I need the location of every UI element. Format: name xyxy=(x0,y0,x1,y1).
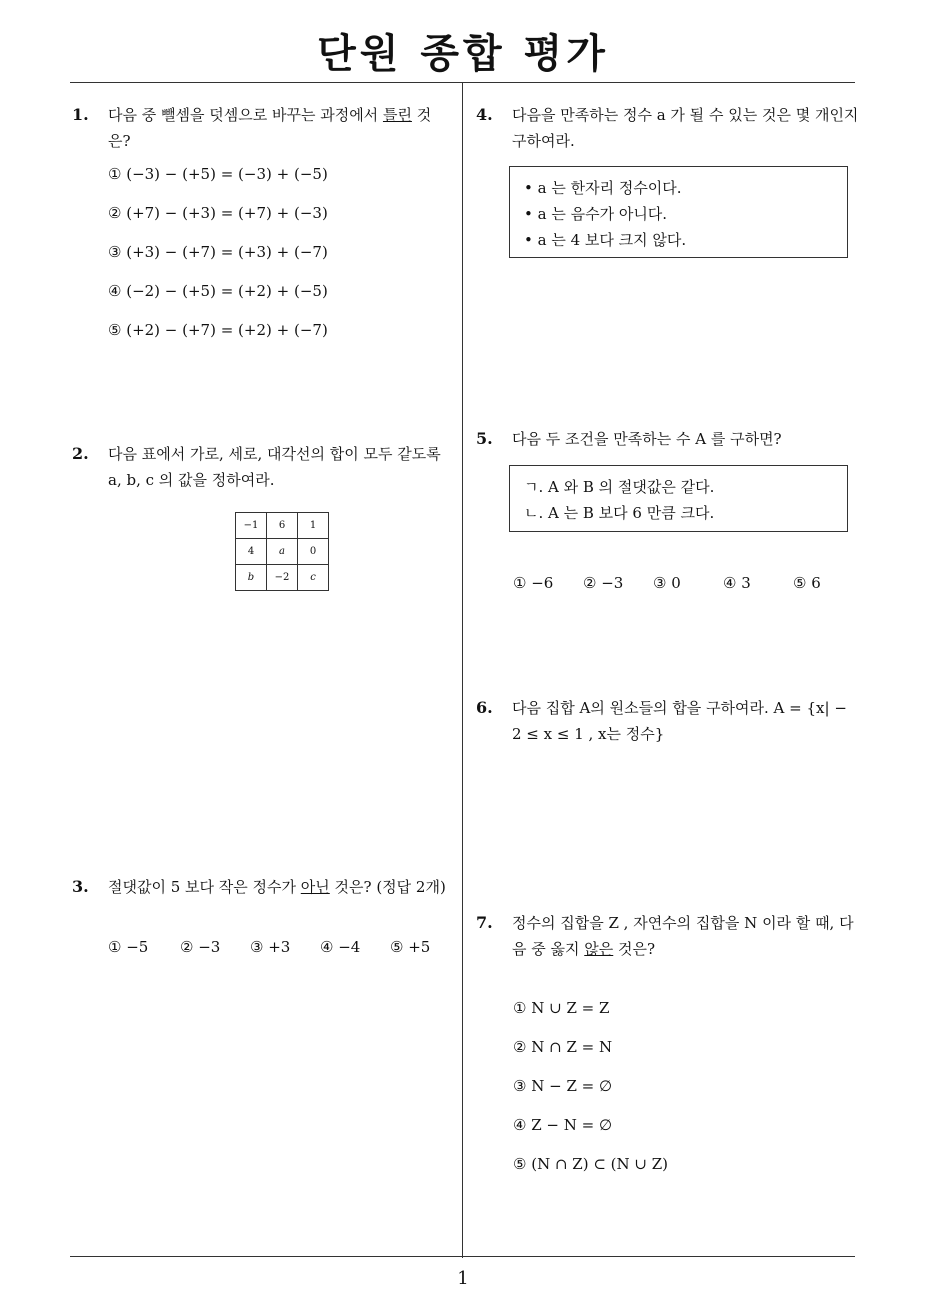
question-text: 다음을 만족하는 정수 a 가 될 수 있는 것은 몇 개인지 구하여라. xyxy=(512,106,859,150)
condition-item: • a 는 4 보다 크지 않다. xyxy=(524,231,687,249)
choice-5[interactable]: ⑤ 6 xyxy=(793,574,821,592)
question-number: 3. xyxy=(72,877,89,896)
choice-5[interactable]: ⑤ (+2) − (+7) = (+2) + (−7) xyxy=(108,321,328,339)
choice-4[interactable]: ④ (−2) − (+5) = (+2) + (−5) xyxy=(108,282,328,300)
question-text: 절댓값이 5 보다 작은 정수가 아닌 것은? (정답 2개) xyxy=(108,878,446,896)
emphasis-underline: 아닌 xyxy=(300,878,330,896)
emphasis-underline: 틀린 xyxy=(382,106,412,124)
table-cell: −1 xyxy=(236,513,267,539)
table-cell: c xyxy=(298,565,329,591)
choice-2[interactable]: ② (+7) − (+3) = (+7) + (−3) xyxy=(108,204,328,222)
choice-3[interactable]: ③ N − Z = ∅ xyxy=(513,1077,613,1095)
choice-1[interactable]: ① N ∪ Z = Z xyxy=(513,999,610,1017)
question-6 xyxy=(476,695,860,747)
choice-3[interactable]: ③ (+3) − (+7) = (+3) + (−7) xyxy=(108,243,328,261)
choice-2[interactable]: ② −3 xyxy=(583,574,624,592)
question-4 xyxy=(476,102,860,154)
page-title: 단원 종합 평가 xyxy=(317,31,609,77)
condition-box xyxy=(509,166,848,258)
choice-4[interactable]: ④ 3 xyxy=(723,574,751,592)
question-text: 다음 중 뺄셈을 덧셈으로 바꾸는 과정에서 틀린 것은? xyxy=(108,106,432,150)
question-text: 다음 집합 A의 원소들의 합을 구하여라. A = {x| − 2 ≤ x ≤ 1 , x는 정수} xyxy=(512,699,847,743)
choice-1[interactable]: ① −6 xyxy=(513,574,554,592)
choice-3[interactable]: ③ 0 xyxy=(653,574,681,592)
choice-1[interactable]: ① −5 xyxy=(108,938,149,956)
choice-3[interactable]: ③ +3 xyxy=(250,938,291,956)
choice-5[interactable]: ⑤ (N ∩ Z) ⊂ (N ∪ Z) xyxy=(513,1155,669,1173)
choice-2[interactable]: ② N ∩ Z = N xyxy=(513,1038,613,1056)
choice-2[interactable]: ② −3 xyxy=(180,938,221,956)
choice-4[interactable]: ④ Z − N = ∅ xyxy=(513,1116,613,1134)
bottom-rule xyxy=(70,1256,855,1257)
question-text: 다음 표에서 가로, 세로, 대각선의 합이 모두 같도록 a, b, c 의 값을 정하여라. xyxy=(108,445,441,489)
table-cell: 4 xyxy=(236,539,267,565)
choice-5[interactable]: ⑤ +5 xyxy=(390,938,431,956)
table-cell: 1 xyxy=(298,513,329,539)
condition-item: • a 는 음수가 아니다. xyxy=(524,205,668,223)
question-number: 4. xyxy=(476,105,493,124)
condition-item: ㄴ. A 는 B 보다 6 만큼 크다. xyxy=(524,504,715,522)
question-number: 5. xyxy=(476,429,493,448)
table-cell: 6 xyxy=(267,513,298,539)
question-number: 6. xyxy=(476,698,493,717)
choice-1[interactable]: ① (−3) − (+5) = (−3) + (−5) xyxy=(108,165,328,183)
condition-item: ㄱ. A 와 B 의 절댓값은 같다. xyxy=(524,478,715,496)
condition-box xyxy=(509,465,848,532)
emphasis-underline: 않은 xyxy=(584,940,614,958)
question-7 xyxy=(476,910,860,962)
column-divider xyxy=(462,82,463,1258)
question-1 xyxy=(72,102,452,154)
page-number: 1 xyxy=(457,1268,469,1289)
question-text: 다음 두 조건을 만족하는 수 A 를 구하면? xyxy=(512,430,782,448)
magic-square-table xyxy=(235,512,329,591)
table-cell: 0 xyxy=(298,539,329,565)
question-2 xyxy=(72,441,456,493)
question-5 xyxy=(476,426,860,452)
question-3 xyxy=(72,874,456,900)
question-number: 1. xyxy=(72,105,89,124)
question-text: 정수의 집합을 Z , 자연수의 집합을 N 이라 할 때, 다음 중 옳지 않은 것은? xyxy=(512,914,854,958)
choice-4[interactable]: ④ −4 xyxy=(320,938,361,956)
table-cell: −2 xyxy=(267,565,298,591)
question-number: 2. xyxy=(72,444,89,463)
table-cell: a xyxy=(267,539,298,565)
question-number: 7. xyxy=(476,913,493,932)
condition-item: • a 는 한자리 정수이다. xyxy=(524,179,682,197)
table-cell: b xyxy=(236,565,267,591)
